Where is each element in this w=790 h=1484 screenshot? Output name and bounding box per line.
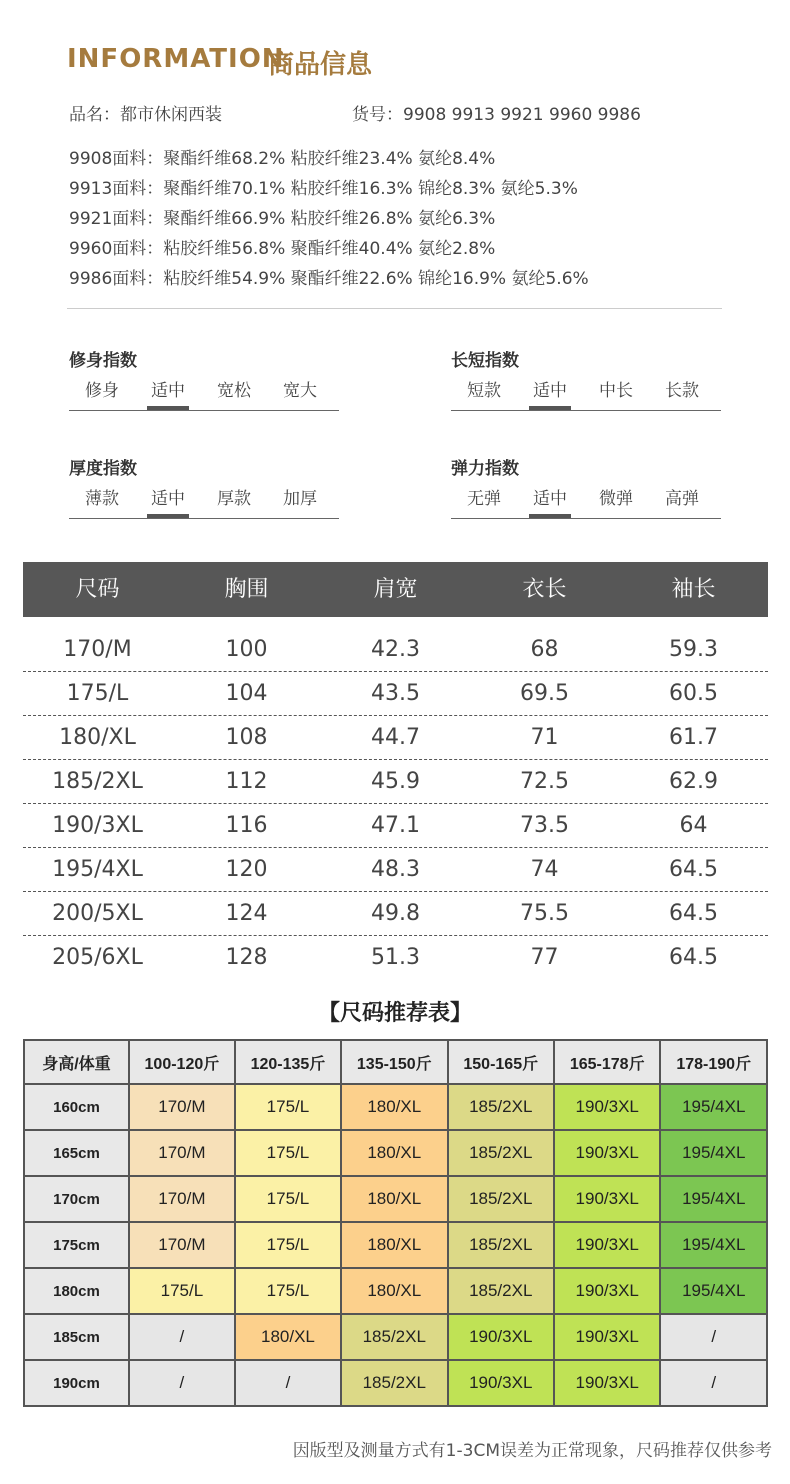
recommend-cell: 175/L: [235, 1130, 341, 1176]
recommend-title: 【尺码推荐表】: [317, 1001, 472, 1026]
fabric-line: 9908面料：聚酯纤维68.2% 粘胶纤维23.4% 氨纶8.4%: [69, 149, 496, 169]
table-cell: 195/4XL: [52, 857, 143, 882]
recommend-cell: 185/2XL: [448, 1084, 554, 1130]
recommend-cell: 195/4XL: [660, 1176, 767, 1222]
recommend-header-row: [24, 1040, 767, 1084]
index-option: 厚款: [217, 489, 251, 509]
index-option: 宽松: [217, 381, 251, 401]
table-cell: 116: [225, 813, 268, 838]
recommend-cell: 185/2XL: [448, 1176, 554, 1222]
recommend-cell: 170/M: [129, 1176, 235, 1222]
table-row: [23, 628, 768, 672]
index-option: 长款: [665, 381, 699, 401]
header-cell: 尺码: [75, 577, 120, 602]
recommend-cell: 190/3XL: [448, 1360, 554, 1406]
index-block-length: [451, 346, 721, 411]
recommend-cell: 170/M: [129, 1084, 235, 1130]
recommend-header-cell: 100-120斤: [129, 1040, 235, 1084]
recommend-cell: 190/3XL: [554, 1360, 660, 1406]
index-option: 宽大: [283, 381, 317, 401]
table-cell: 128: [225, 945, 268, 970]
table-cell: 100: [225, 637, 268, 662]
table-cell: 64.5: [669, 857, 718, 882]
index-option-selected: 适中: [517, 377, 583, 405]
header-cell: 衣长: [522, 577, 567, 602]
recommend-cell: 175/L: [235, 1176, 341, 1222]
recommend-cell: 185/2XL: [341, 1360, 447, 1406]
index-option: 薄款: [85, 489, 119, 509]
recommend-cell: 195/4XL: [660, 1130, 767, 1176]
product-item-number: 货号：9908 9913 9921 9960 9986: [352, 105, 641, 125]
header-cell: 袖长: [671, 577, 716, 602]
height-label: 180cm: [24, 1268, 129, 1314]
table-cell: 64: [679, 813, 708, 838]
height-label: 170cm: [24, 1176, 129, 1222]
index-option: 微弹: [599, 489, 633, 509]
recommend-cell: /: [129, 1314, 235, 1360]
recommend-header-cell: 178-190斤: [660, 1040, 767, 1084]
index-options: [69, 377, 339, 405]
recommend-cell: 175/L: [235, 1222, 341, 1268]
index-title: 弹力指数: [451, 459, 519, 479]
recommend-cell: 175/L: [235, 1268, 341, 1314]
table-row: [23, 716, 768, 760]
index-option: 中长: [599, 381, 633, 401]
table-cell: 112: [225, 769, 268, 794]
table-cell: 61.7: [669, 725, 718, 750]
table-row: [24, 1268, 767, 1314]
recommend-cell: 170/M: [129, 1222, 235, 1268]
table-cell: 43.5: [371, 681, 420, 706]
index-baseline: [69, 518, 339, 519]
fabric-line: 9921面料：聚酯纤维66.9% 粘胶纤维26.8% 氨纶6.3%: [69, 209, 496, 229]
index-options: [69, 485, 339, 513]
table-row: [23, 892, 768, 936]
recommend-cell: 180/XL: [341, 1268, 447, 1314]
table-cell: 49.8: [371, 901, 420, 926]
recommend-cell: 185/2XL: [341, 1314, 447, 1360]
index-block-thickness: [69, 454, 339, 519]
index-title: 修身指数: [69, 351, 137, 371]
height-label: 185cm: [24, 1314, 129, 1360]
index-option-selected: 适中: [135, 377, 201, 405]
recommend-cell: 190/3XL: [554, 1314, 660, 1360]
recommend-header-cell: 150-165斤: [448, 1040, 554, 1084]
recommend-cell: 195/4XL: [660, 1084, 767, 1130]
table-cell: 75.5: [520, 901, 569, 926]
recommend-cell: /: [129, 1360, 235, 1406]
index-option: 加厚: [283, 489, 317, 509]
table-row: [23, 848, 768, 892]
recommend-cell: 190/3XL: [554, 1084, 660, 1130]
size-table-header: [23, 562, 768, 617]
recommend-cell: 195/4XL: [660, 1222, 767, 1268]
recommend-header-cell: 身高/体重: [24, 1040, 129, 1084]
index-option-selected: 适中: [517, 485, 583, 513]
product-name: 品名：都市休闲西装: [69, 105, 222, 125]
index-options: [451, 377, 721, 405]
recommend-cell: 185/2XL: [448, 1268, 554, 1314]
recommend-cell: 190/3XL: [554, 1130, 660, 1176]
table-row: [23, 672, 768, 716]
header-cell: 胸围: [224, 577, 269, 602]
title-chinese: 商品信息: [268, 50, 373, 80]
table-row: [24, 1314, 767, 1360]
header-cell: 肩宽: [373, 577, 418, 602]
divider: [67, 308, 722, 309]
title-english: INFORMATION: [67, 44, 285, 74]
table-cell: 190/3XL: [52, 813, 143, 838]
recommend-cell: 190/3XL: [554, 1176, 660, 1222]
table-cell: 44.7: [371, 725, 420, 750]
index-option-selected: 适中: [135, 485, 201, 513]
table-cell: 175/L: [66, 681, 129, 706]
table-row: [24, 1130, 767, 1176]
table-row: [24, 1222, 767, 1268]
recommend-cell: 180/XL: [341, 1130, 447, 1176]
recommend-table: [23, 1039, 768, 1407]
index-title: 厚度指数: [69, 459, 137, 479]
table-row: [23, 760, 768, 804]
table-cell: 62.9: [669, 769, 718, 794]
recommend-cell: 185/2XL: [448, 1130, 554, 1176]
size-table-body: [23, 628, 768, 979]
height-label: 175cm: [24, 1222, 129, 1268]
height-label: 160cm: [24, 1084, 129, 1130]
recommend-cell: 175/L: [235, 1084, 341, 1130]
table-cell: 64.5: [669, 945, 718, 970]
table-cell: 48.3: [371, 857, 420, 882]
recommend-cell: 180/XL: [235, 1314, 341, 1360]
index-option: 修身: [85, 381, 119, 401]
recommend-cell: 195/4XL: [660, 1268, 767, 1314]
index-option: 短款: [467, 381, 501, 401]
table-cell: 59.3: [669, 637, 718, 662]
recommend-cell: /: [660, 1360, 767, 1406]
table-cell: 71: [530, 725, 559, 750]
index-baseline: [451, 410, 721, 411]
recommend-header-cell: 165-178斤: [554, 1040, 660, 1084]
table-cell: 74: [530, 857, 559, 882]
fabric-line: 9913面料：聚酯纤维70.1% 粘胶纤维16.3% 锦纶8.3% 氨纶5.3%: [69, 179, 578, 199]
height-label: 190cm: [24, 1360, 129, 1406]
table-cell: 200/5XL: [52, 901, 143, 926]
table-cell: 77: [530, 945, 559, 970]
index-option: 高弹: [665, 489, 699, 509]
table-cell: 47.1: [371, 813, 420, 838]
table-cell: 73.5: [520, 813, 569, 838]
table-cell: 64.5: [669, 901, 718, 926]
table-cell: 51.3: [371, 945, 420, 970]
table-cell: 180/XL: [59, 725, 136, 750]
table-cell: 120: [225, 857, 268, 882]
recommend-cell: 175/L: [129, 1268, 235, 1314]
fabric-line: 9986面料：粘胶纤维54.9% 聚酯纤维22.6% 锦纶16.9% 氨纶5.6%: [69, 269, 589, 289]
table-row: [24, 1176, 767, 1222]
table-cell: 124: [225, 901, 268, 926]
table-cell: 69.5: [520, 681, 569, 706]
table-row: [24, 1360, 767, 1406]
recommend-cell: 180/XL: [341, 1176, 447, 1222]
index-block-elasticity: [451, 454, 721, 519]
recommend-header-cell: 135-150斤: [341, 1040, 447, 1084]
index-title: 长短指数: [451, 351, 519, 371]
table-cell: 185/2XL: [52, 769, 143, 794]
index-baseline: [451, 518, 721, 519]
index-block-fit: [69, 346, 339, 411]
table-row: [23, 804, 768, 848]
recommend-header-cell: 120-135斤: [235, 1040, 341, 1084]
recommend-cell: 180/XL: [341, 1084, 447, 1130]
recommend-cell: 180/XL: [341, 1222, 447, 1268]
index-option: 无弹: [467, 489, 501, 509]
footnote: 因版型及测量方式有1-3CM误差为正常现象，尺码推荐仅供参考: [292, 1441, 772, 1461]
table-cell: 45.9: [371, 769, 420, 794]
table-cell: 108: [225, 725, 268, 750]
table-cell: 42.3: [371, 637, 420, 662]
table-cell: 72.5: [520, 769, 569, 794]
height-label: 165cm: [24, 1130, 129, 1176]
table-cell: 60.5: [669, 681, 718, 706]
recommend-cell: 190/3XL: [554, 1222, 660, 1268]
recommend-cell: 190/3XL: [554, 1268, 660, 1314]
index-options: [451, 485, 721, 513]
recommend-cell: 185/2XL: [448, 1222, 554, 1268]
recommend-cell: /: [660, 1314, 767, 1360]
recommend-cell: 170/M: [129, 1130, 235, 1176]
recommend-cell: /: [235, 1360, 341, 1406]
index-baseline: [69, 410, 339, 411]
table-cell: 170/M: [63, 637, 132, 662]
table-row: [24, 1084, 767, 1130]
table-cell: 104: [225, 681, 268, 706]
fabric-line: 9960面料：粘胶纤维56.8% 聚酯纤维40.4% 氨纶2.8%: [69, 239, 496, 259]
recommend-cell: 190/3XL: [448, 1314, 554, 1360]
table-row: [23, 936, 768, 979]
table-cell: 68: [530, 637, 559, 662]
table-cell: 205/6XL: [52, 945, 143, 970]
